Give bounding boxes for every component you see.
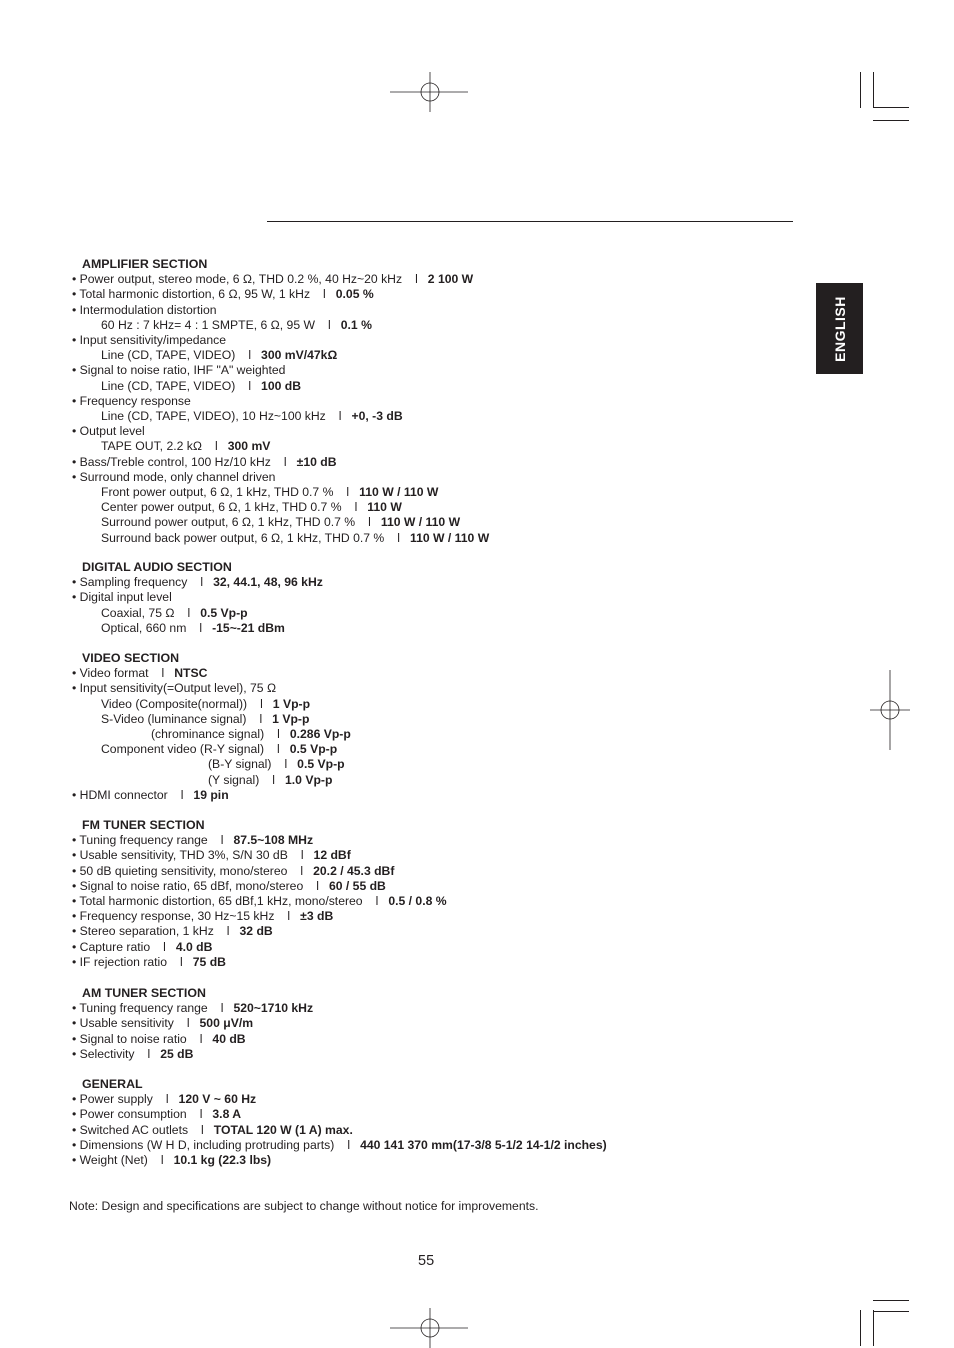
spec-label: • Weight (Net) — [72, 1153, 148, 1167]
spec-value: ±3 dB — [300, 909, 334, 924]
spec-line — [72, 1047, 193, 1062]
spec-line — [151, 727, 351, 742]
spec-line — [72, 894, 447, 909]
spec-value: 110 W / 110 W — [380, 515, 461, 530]
spec-value: 120 V ~ 60 Hz — [178, 1092, 257, 1107]
spec-line — [208, 757, 345, 772]
spec-line — [72, 879, 386, 894]
section-heading: AM TUNER SECTION — [82, 986, 206, 1000]
spec-value: TOTAL 120 W (1 A) max. — [213, 1122, 353, 1137]
spec-line — [101, 318, 372, 333]
footnote: Note: Design and specifications are subject to change without notice for improvements. — [69, 1199, 539, 1213]
spec-value: 1 Vp-p — [272, 711, 310, 726]
crosshair-icon — [870, 670, 910, 750]
separator: l — [220, 833, 224, 848]
separator: l — [277, 742, 280, 757]
spec-line — [101, 439, 270, 454]
spec-line — [72, 909, 333, 924]
spec-value: 1 Vp-p — [272, 696, 311, 711]
spec-line — [72, 833, 313, 848]
separator: l — [160, 1153, 164, 1167]
spec-label: Front power output, 6 Ω, 1 kHz, THD 0.7 % — [101, 485, 334, 499]
separator: l — [220, 1001, 224, 1016]
separator: l — [260, 696, 263, 711]
spec-line — [72, 666, 207, 681]
separator: l — [226, 924, 230, 939]
spec-line — [101, 712, 309, 727]
spec-line — [101, 606, 248, 621]
spec-label: • Signal to noise ratio, 65 dBf, mono/stereo — [72, 878, 304, 893]
section-heading: DIGITAL AUDIO SECTION — [82, 560, 232, 574]
separator: l — [300, 863, 304, 878]
spec-value: 2 100 W — [427, 272, 474, 287]
spec-value: 300 mV — [227, 439, 271, 454]
spec-value: 10.1 kg (22.3 lbs) — [173, 1153, 272, 1167]
spec-value: 0.5 Vp-p — [200, 605, 248, 620]
spec-label: • Bass/Treble control, 100 Hz/10 kHz — [72, 454, 271, 469]
section-heading: AMPLIFIER SECTION — [82, 257, 208, 271]
language-tab — [816, 283, 863, 374]
separator: l — [248, 348, 252, 363]
spec-line — [101, 742, 337, 757]
spec-line — [72, 303, 217, 318]
spec-label: • Signal to noise ratio — [72, 1031, 187, 1046]
spec-line — [72, 1123, 353, 1138]
section-heading: VIDEO SECTION — [82, 651, 180, 665]
separator: l — [200, 575, 204, 590]
spec-label: S-Video (luminance signal) — [101, 711, 247, 726]
spec-label: Line (CD, TAPE, VIDEO), 10 Hz~100 kHz — [101, 409, 326, 423]
separator: l — [199, 1031, 203, 1046]
spec-value: 0.286 Vp-p — [289, 727, 351, 741]
separator: l — [201, 1122, 204, 1137]
spec-line — [101, 621, 285, 636]
spec-value: 40 dB — [212, 1031, 246, 1046]
separator: l — [161, 666, 165, 681]
spec-value: 4.0 dB — [175, 939, 213, 954]
spec-line — [72, 848, 351, 863]
separator: l — [147, 1046, 151, 1061]
spec-value: 520~1710 kHz — [233, 1001, 314, 1016]
spec-label: (B-Y signal) — [208, 757, 272, 772]
spec-label: • Capture ratio — [72, 939, 151, 954]
separator: l — [346, 485, 350, 499]
spec-line — [101, 531, 489, 546]
spec-label: Video (Composite(normal)) — [101, 696, 248, 711]
spec-value: 100 dB — [261, 378, 302, 393]
spec-value: 440 141 370 mm(17-3/8 5-1/2 14-1/2 inches) — [360, 1137, 607, 1152]
separator: l — [187, 605, 191, 620]
spec-line — [72, 333, 226, 348]
spec-label: Line (CD, TAPE, VIDEO) — [101, 348, 236, 363]
crosshair-icon — [390, 72, 470, 112]
spec-value: 0.05 % — [335, 287, 374, 302]
separator: l — [328, 317, 331, 332]
spec-label: • Tuning frequency range — [72, 1001, 208, 1016]
spec-label: • Total harmonic distortion, 6 Ω, 95 W, 1 kHz — [72, 287, 311, 302]
separator: l — [375, 894, 379, 908]
spec-line — [101, 409, 403, 424]
separator: l — [300, 848, 304, 863]
spec-label: • Switched AC outlets — [72, 1122, 189, 1137]
spec-label: • Surround mode, only channel driven — [72, 469, 276, 484]
spec-line — [72, 1107, 241, 1122]
spec-value: 3.8 A — [212, 1107, 242, 1122]
spec-value: 60 / 55 dB — [328, 878, 386, 893]
spec-line — [72, 864, 394, 879]
spec-line — [72, 1092, 256, 1107]
spec-label: Component video (R-Y signal) — [101, 742, 265, 757]
spec-label: • Signal to noise ratio, IHF "A" weighted — [72, 363, 286, 378]
spec-value: 32, 44.1, 48, 96 kHz — [213, 575, 323, 590]
spec-label: • Power supply — [72, 1092, 153, 1107]
spec-value: 500 μV/m — [199, 1016, 254, 1031]
spec-line — [72, 394, 191, 409]
spec-value: 0.5 / 0.8 % — [388, 894, 447, 908]
separator: l — [316, 878, 319, 893]
crop-mark — [873, 1311, 909, 1312]
spec-line — [72, 1138, 607, 1153]
spec-label: Surround back power output, 6 Ω, 1 kHz, THD 0.7 % — [101, 530, 385, 545]
spec-value: 0.1 % — [340, 317, 372, 332]
spec-label: Surround power output, 6 Ω, 1 kHz, THD 0.7 % — [101, 515, 356, 530]
spec-line — [101, 379, 301, 394]
crop-mark — [860, 1310, 861, 1346]
separator: l — [215, 439, 218, 454]
spec-value: +0, -3 dB — [351, 409, 403, 423]
spec-line — [72, 1001, 313, 1016]
spec-label: • Tuning frequency range — [72, 833, 208, 848]
separator: l — [163, 939, 166, 954]
separator: l — [248, 378, 252, 393]
spec-value: 110 W / 110 W — [359, 485, 439, 499]
spec-label: • 50 dB quieting sensitivity, mono/stereo — [72, 863, 288, 878]
spec-value: -15~-21 dBm — [212, 620, 285, 635]
spec-label: • Input sensitivity(=Output level), 75 Ω — [72, 681, 277, 696]
spec-value: 75 dB — [192, 954, 226, 969]
separator: l — [368, 515, 371, 530]
spec-line — [72, 955, 226, 970]
spec-line — [72, 1016, 253, 1031]
spec-line — [72, 363, 285, 378]
crop-mark — [873, 72, 874, 108]
spec-value: 32 dB — [239, 924, 273, 939]
spec-label: • Video format — [72, 666, 149, 681]
spec-line — [101, 500, 402, 515]
crop-mark — [873, 107, 909, 108]
spec-label: • IF rejection ratio — [72, 954, 168, 969]
spec-value: 1.0 Vp-p — [284, 772, 333, 787]
spec-line — [72, 924, 273, 939]
spec-line — [72, 681, 276, 696]
spec-value: NTSC — [174, 666, 208, 681]
spec-label: • Digital input level — [72, 590, 172, 605]
spec-label: • Dimensions (W H D, including protruding parts) — [72, 1137, 335, 1152]
separator: l — [199, 1107, 203, 1122]
spec-label: Center power output, 6 Ω, 1 kHz, THD 0.7 % — [101, 500, 342, 515]
separator: l — [180, 954, 183, 969]
spec-label: • Output level — [72, 424, 145, 439]
separator: l — [277, 727, 280, 741]
spec-label: (chrominance signal) — [151, 727, 265, 741]
spec-label: • Input sensitivity/impedance — [72, 333, 226, 347]
section-heading: FM TUNER SECTION — [82, 818, 205, 832]
spec-line — [72, 272, 473, 287]
spec-line — [72, 470, 275, 485]
spec-value: 0.5 Vp-p — [297, 757, 345, 772]
top-rule — [267, 221, 793, 222]
spec-label: • Usable sensitivity — [72, 1016, 174, 1031]
separator: l — [199, 620, 203, 635]
separator: l — [259, 711, 263, 726]
spec-value: 87.5~108 MHz — [233, 833, 314, 848]
spec-label: 60 Hz : 7 kHz= 4 : 1 SMPTE, 6 Ω, 95 W — [101, 317, 316, 332]
spec-line — [72, 424, 145, 439]
separator: l — [272, 772, 275, 787]
spec-label: • Sampling frequency — [72, 575, 188, 590]
spec-value: 25 dB — [160, 1046, 194, 1061]
crop-mark — [873, 120, 909, 121]
section-heading: GENERAL — [82, 1077, 143, 1091]
spec-line — [72, 788, 229, 803]
separator: l — [347, 1137, 351, 1152]
spec-label: • Selectivity — [72, 1046, 135, 1061]
page-number: 55 — [418, 1253, 435, 1269]
crosshair-icon — [390, 1308, 470, 1348]
spec-line — [72, 575, 323, 590]
spec-value: 20.2 / 45.3 dBf — [313, 863, 395, 878]
spec-value: 110 W — [367, 500, 402, 515]
separator: l — [165, 1092, 169, 1107]
separator: l — [397, 530, 400, 545]
spec-label: • Usable sensitivity, THD 3%, S/N 30 dB — [72, 848, 288, 863]
crop-mark — [873, 1310, 874, 1346]
spec-line — [72, 590, 172, 605]
separator: l — [338, 409, 342, 423]
separator: l — [323, 287, 326, 302]
spec-label: • Power output, stereo mode, 6 Ω, THD 0.2 %, 40 Hz~20 kHz — [72, 272, 403, 287]
separator: l — [283, 454, 287, 469]
separator: l — [354, 500, 358, 515]
separator: l — [284, 757, 288, 772]
spec-value: 0.5 Vp-p — [289, 742, 338, 757]
separator: l — [287, 909, 291, 924]
separator: l — [415, 272, 418, 287]
spec-line — [101, 697, 310, 712]
spec-value: 19 pin — [193, 787, 229, 802]
spec-label: • Frequency response — [72, 393, 191, 408]
spec-value: ±10 dB — [296, 454, 337, 469]
spec-label: Coaxial, 75 Ω — [101, 605, 175, 620]
spec-line — [72, 940, 212, 955]
spec-value: 300 mV/47kΩ — [261, 348, 338, 363]
separator: l — [180, 787, 184, 802]
spec-label: • Power consumption — [72, 1107, 187, 1122]
spec-label: • Stereo separation, 1 kHz — [72, 924, 214, 939]
spec-label: Line (CD, TAPE, VIDEO) — [101, 378, 236, 393]
spec-value: 12 dBf — [313, 848, 351, 863]
crop-mark — [860, 72, 861, 108]
spec-line — [72, 1153, 271, 1168]
spec-line — [101, 515, 460, 530]
separator: l — [186, 1016, 190, 1031]
spec-label: • Total harmonic distortion, 65 dBf,1 kHz, mono/stereo — [72, 894, 363, 908]
spec-line — [72, 1032, 246, 1047]
spec-line — [101, 485, 438, 500]
spec-label: Optical, 660 nm — [101, 620, 187, 635]
spec-label: TAPE OUT, 2.2 kΩ — [101, 439, 202, 454]
spec-line — [72, 287, 374, 302]
spec-line — [208, 773, 332, 788]
spec-value: 110 W / 110 W — [409, 530, 490, 545]
spec-line — [101, 348, 337, 363]
spec-label: • Frequency response, 30 Hz~15 kHz — [72, 909, 275, 924]
language-tab-label: ENGLISH — [831, 295, 848, 362]
crop-mark — [873, 1300, 909, 1301]
spec-line — [72, 455, 337, 470]
spec-label: • Intermodulation distortion — [72, 302, 217, 317]
spec-label: (Y signal) — [208, 772, 260, 787]
spec-label: • HDMI connector — [72, 787, 168, 802]
